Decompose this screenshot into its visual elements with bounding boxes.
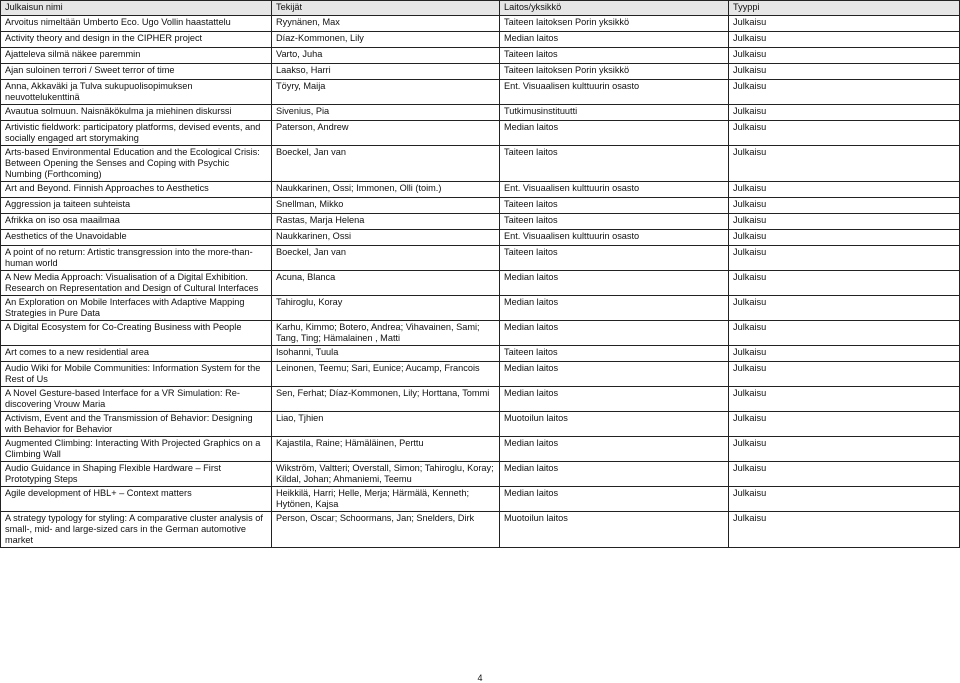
cell-type: Julkaisu (729, 32, 960, 48)
cell-authors: Sen, Ferhat; Díaz-Kommonen, Lily; Horttana, Tommi (272, 387, 500, 412)
cell-department: Muotoilun laitos (500, 512, 729, 548)
column-header-department: Laitos/yksikkö (500, 1, 729, 16)
table-row (1, 16, 960, 32)
cell-authors: Kajastila, Raine; Hämäläinen, Perttu (272, 437, 500, 462)
cell-title: An Exploration on Mobile Interfaces with Adaptive Mapping Strategies in Pure Data (1, 296, 272, 321)
cell-type: Julkaisu (729, 387, 960, 412)
cell-title: A point of no return: Artistic transgression into the more-than-human world (1, 246, 272, 271)
table-body (1, 16, 960, 548)
cell-type: Julkaisu (729, 105, 960, 121)
cell-department: Median laitos (500, 462, 729, 487)
cell-type: Julkaisu (729, 182, 960, 198)
cell-title: Audio Guidance in Shaping Flexible Hardware – First Prototyping Steps (1, 462, 272, 487)
cell-type: Julkaisu (729, 296, 960, 321)
column-header-type: Tyyppi (729, 1, 960, 16)
table-row (1, 198, 960, 214)
cell-type: Julkaisu (729, 48, 960, 64)
cell-department: Median laitos (500, 321, 729, 346)
table-row (1, 64, 960, 80)
cell-title: Art and Beyond. Finnish Approaches to Aesthetics (1, 182, 272, 198)
cell-title: Activity theory and design in the CIPHER project (1, 32, 272, 48)
table-row (1, 32, 960, 48)
cell-type: Julkaisu (729, 412, 960, 437)
table-row (1, 182, 960, 198)
cell-department: Taiteen laitos (500, 346, 729, 362)
cell-title: A strategy typology for styling: A comparative cluster analysis of small-, mid- and large-sized cars in the German automotive market (1, 512, 272, 548)
cell-department: Taiteen laitoksen Porin yksikkö (500, 16, 729, 32)
cell-type: Julkaisu (729, 121, 960, 146)
cell-authors: Varto, Juha (272, 48, 500, 64)
cell-authors: Tahiroglu, Koray (272, 296, 500, 321)
cell-type: Julkaisu (729, 487, 960, 512)
cell-authors: Heikkilä, Harri; Helle, Merja; Härmälä, Kenneth; Hytönen, Kajsa (272, 487, 500, 512)
cell-title: A New Media Approach: Visualisation of a Digital Exhibition. Research on Representation and Design of Cultural Interfaces (1, 271, 272, 296)
table-row (1, 512, 960, 548)
table-row (1, 487, 960, 512)
cell-department: Ent. Visuaalisen kulttuurin osasto (500, 80, 729, 105)
table-row (1, 121, 960, 146)
cell-authors: Isohanni, Tuula (272, 346, 500, 362)
column-header-title: Julkaisun nimi (1, 1, 272, 16)
column-header-authors: Tekijät (272, 1, 500, 16)
page-number: 4 (477, 673, 483, 683)
table-row (1, 271, 960, 296)
table-row (1, 462, 960, 487)
cell-title: Artivistic fieldwork: participatory platforms, devised events, and socially engaged art storymaking (1, 121, 272, 146)
cell-type: Julkaisu (729, 362, 960, 387)
table-row (1, 412, 960, 437)
cell-authors: Ryynänen, Max (272, 16, 500, 32)
cell-authors: Liao, Tjhien (272, 412, 500, 437)
cell-type: Julkaisu (729, 271, 960, 296)
cell-department: Tutkimusinstituutti (500, 105, 729, 121)
cell-authors: Acuna, Blanca (272, 271, 500, 296)
table-row (1, 246, 960, 271)
cell-title: Audio Wiki for Mobile Communities: Information System for the Rest of Us (1, 362, 272, 387)
cell-department: Median laitos (500, 362, 729, 387)
cell-department: Median laitos (500, 32, 729, 48)
cell-authors: Sivenius, Pia (272, 105, 500, 121)
cell-authors: Laakso, Harri (272, 64, 500, 80)
cell-department: Taiteen laitoksen Porin yksikkö (500, 64, 729, 80)
cell-title: Ajatteleva silmä näkee paremmin (1, 48, 272, 64)
table-row (1, 230, 960, 246)
cell-title: A Novel Gesture-based Interface for a VR Simulation: Re-discovering Vrouw Maria (1, 387, 272, 412)
cell-department: Muotoilun laitos (500, 412, 729, 437)
cell-type: Julkaisu (729, 230, 960, 246)
cell-department: Median laitos (500, 296, 729, 321)
cell-authors: Töyry, Maija (272, 80, 500, 105)
cell-authors: Snellman, Mikko (272, 198, 500, 214)
cell-title: Arts-based Environmental Education and the Ecological Crisis: Between Opening the Senses and Coping with Psychic Numbing (Forthcoming) (1, 146, 272, 182)
cell-department: Median laitos (500, 271, 729, 296)
cell-department: Taiteen laitos (500, 48, 729, 64)
cell-title: Afrikka on iso osa maailmaa (1, 214, 272, 230)
table-row (1, 321, 960, 346)
table-header (1, 1, 960, 16)
table-row (1, 296, 960, 321)
cell-title: Augmented Climbing: Interacting With Projected Graphics on a Climbing Wall (1, 437, 272, 462)
cell-type: Julkaisu (729, 64, 960, 80)
cell-authors: Boeckel, Jan van (272, 246, 500, 271)
cell-department: Ent. Visuaalisen kulttuurin osasto (500, 230, 729, 246)
cell-authors: Díaz-Kommonen, Lily (272, 32, 500, 48)
cell-type: Julkaisu (729, 246, 960, 271)
cell-authors: Naukkarinen, Ossi; Immonen, Olli (toim.) (272, 182, 500, 198)
cell-authors: Boeckel, Jan van (272, 146, 500, 182)
table-row (1, 437, 960, 462)
cell-title: A Digital Ecosystem for Co-Creating Business with People (1, 321, 272, 346)
cell-authors: Paterson, Andrew (272, 121, 500, 146)
table-row (1, 80, 960, 105)
cell-authors: Naukkarinen, Ossi (272, 230, 500, 246)
cell-authors: Karhu, Kimmo; Botero, Andrea; Vihavainen, Sami; Tang, Ting; Hämalainen , Matti (272, 321, 500, 346)
cell-title: Ajan suloinen terrori / Sweet terror of time (1, 64, 272, 80)
cell-title: Activism, Event and the Transmission of Behavior: Designing with Behavior for Behavior (1, 412, 272, 437)
cell-department: Taiteen laitos (500, 198, 729, 214)
cell-authors: Leinonen, Teemu; Sari, Eunice; Aucamp, Francois (272, 362, 500, 387)
table-row (1, 214, 960, 230)
table-row (1, 146, 960, 182)
cell-department: Ent. Visuaalisen kulttuurin osasto (500, 182, 729, 198)
cell-title: Aesthetics of the Unavoidable (1, 230, 272, 246)
cell-title: Art comes to a new residential area (1, 346, 272, 362)
cell-title: Anna, Akkaväki ja Tulva sukupuolisopimuksen neuvottelukenttinä (1, 80, 272, 105)
cell-department: Median laitos (500, 437, 729, 462)
table-row (1, 362, 960, 387)
cell-type: Julkaisu (729, 198, 960, 214)
cell-department: Median laitos (500, 487, 729, 512)
cell-title: Avautua solmuun. Naisnäkökulma ja miehinen diskurssi (1, 105, 272, 121)
cell-title: Aggression ja taiteen suhteista (1, 198, 272, 214)
cell-department: Median laitos (500, 387, 729, 412)
table-row (1, 387, 960, 412)
cell-type: Julkaisu (729, 80, 960, 105)
cell-type: Julkaisu (729, 346, 960, 362)
cell-type: Julkaisu (729, 214, 960, 230)
cell-department: Taiteen laitos (500, 146, 729, 182)
cell-authors: Wikström, Valtteri; Overstall, Simon; Tahiroglu, Koray; Kildal, Johan; Ahmaniemi, Teemu (272, 462, 500, 487)
header-row (1, 1, 960, 16)
cell-department: Taiteen laitos (500, 246, 729, 271)
table-row (1, 48, 960, 64)
cell-type: Julkaisu (729, 146, 960, 182)
cell-type: Julkaisu (729, 321, 960, 346)
cell-title: Arvoitus nimeltään Umberto Eco. Ugo Vollin haastattelu (1, 16, 272, 32)
cell-type: Julkaisu (729, 16, 960, 32)
cell-title: Agile development of HBL+ – Context matters (1, 487, 272, 512)
table-row (1, 105, 960, 121)
cell-type: Julkaisu (729, 437, 960, 462)
cell-authors: Person, Oscar; Schoormans, Jan; Snelders, Dirk (272, 512, 500, 548)
cell-type: Julkaisu (729, 462, 960, 487)
cell-authors: Rastas, Marja Helena (272, 214, 500, 230)
table-row (1, 346, 960, 362)
cell-department: Taiteen laitos (500, 214, 729, 230)
cell-type: Julkaisu (729, 512, 960, 548)
cell-department: Median laitos (500, 121, 729, 146)
